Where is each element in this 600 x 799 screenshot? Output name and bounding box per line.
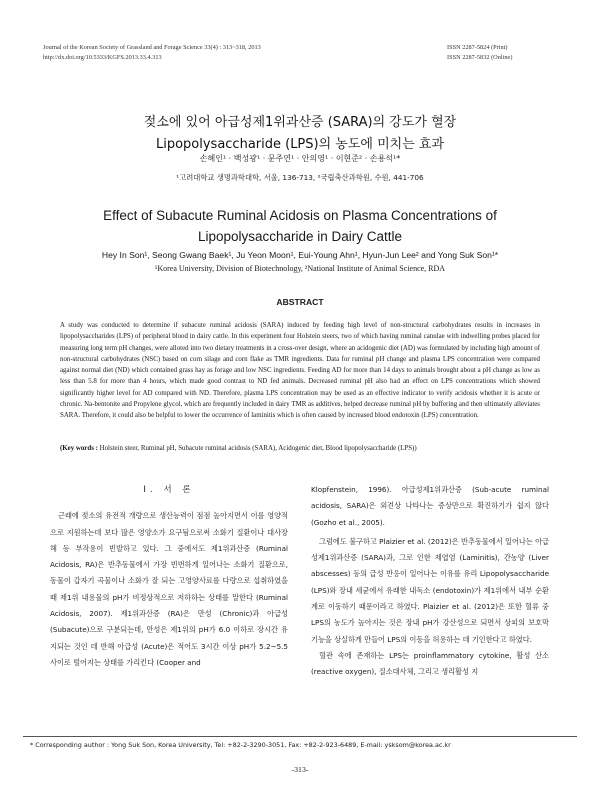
footnote-divider — [23, 736, 577, 737]
right-column — [311, 482, 549, 681]
keywords-label: (Key words : — [60, 445, 98, 452]
abstract-heading: ABSTRACT — [276, 297, 324, 307]
left-column — [50, 482, 288, 671]
english-authors: Hey In Son¹, Seong Gwang Baek¹, Ju Yeon Moon¹, Eui-Young Ahn¹, Hyun-Jun Lee² and Yong Suk Son¹* — [101, 250, 499, 260]
journal-header — [43, 43, 261, 63]
korean-affiliation: ¹고려대학교 생명과학대학, 서울, 136-713, ²국립축산과학원, 수원, 441-706 — [176, 173, 424, 182]
korean-title-line-1: 젖소에 있어 아급성제1위과산증 (SARA)의 강도가 혈장 — [143, 115, 457, 130]
doi-link[interactable]: http://dx.doi.org/10.5333/KGFS.2013.33.4.313 — [43, 54, 162, 61]
intro-paragraph-1-continued: Klopfenstein, 1996). 아급성제1위과산증 (Sub-acute ruminal acidosis, SARA)은 외견상 나타나는 증상만으로 확진하기가 쉽지 않다 (Gozho et al., 2005). — [311, 485, 549, 527]
section-title-introduction: Ⅰ. 서 론 — [143, 485, 195, 495]
issn-print: ISSN 2287-5824 (Print) — [447, 44, 508, 51]
english-title-line-2: Lipopolysaccharide in Dairy Cattle — [197, 229, 403, 244]
keywords — [60, 443, 540, 454]
corresponding-author-footnote: * Corresponding author : Yong Suk Son, Korea University, Tel: +82-2-3290-3051, Fax: +82-2-923-6489, E-mail: ysksom@korea.ac.kr — [30, 741, 451, 749]
intro-paragraph-3: 혈관 속에 존재하는 LPS는 proinflammatory cytokine, 활성 산소 (reactive oxygen), 질소대사체, 그리고 생리활성 지 — [311, 650, 549, 677]
journal-citation: Journal of the Korean Society of Grassland and Forage Science 33(4) : 313~318, 2013 — [43, 44, 261, 51]
abstract-text: A study was conducted to determine if subacute ruminal acidosis (SARA) induced by feeding high level of non-structural carbohydrates results in increases in lipopolysaccharides (LPS) of peripheral blood in dairy cattle. In this experiment four Holstein steers, two of which having ruminal canulae with indwelling probes placed for measuring long term pH changes, were alloted into two dietary treatments in a cross-over design, where an acidogenic diet (AD) was formulated by including high amount of non-structural carbohydrates (NSC) based on corn silage and corn flake as TMR ingredients. Data for ruminal pH change and plasma LPS concentration were compared against normal diet (ND) which contained grass hay as forage and low NSC ingredients. Feeding AD for more than 14 days to animals brought about a pH change as low as less than 5.8 for more than 4 hours, which made good contrast to ND fed animals. Decreased ruminal pH also had an effect on LPS concentrations which showed significantly higher level for AD compared with ND. Therefore, plasma LPS concentration may be used as an effective indicator to verify acidosis whether it is acute or chronic. Na-bentonite and Propylene glycol, which are frequently included in dairy TMR as additives, helped decrease ruminal pH by buffering and then ultimately alleviates SARA. Therefore, it could also be helpful to lower the occurrence of laminitis which is often caused by increased blood endotoxin (LPS) concentration. — [60, 322, 540, 420]
english-affiliation: ¹Korea University, Division of Biotechnology, ²National Institute of Animal Science, RDA — [154, 264, 446, 273]
korean-authors: 손혜인¹ · 백성광¹ · 문주연¹ · 안의영¹ · 이현준² · 손용석¹* — [199, 154, 401, 163]
issn-block — [447, 43, 512, 63]
english-title-line-1: Effect of Subacute Ruminal Acidosis on Plasma Concentrations of — [103, 208, 497, 223]
issn-online: ISSN 2287-5832 (Online) — [447, 54, 513, 61]
intro-paragraph-1: 근래에 젖소의 유전적 개량으로 생산능력이 점점 높아지면서 이를 영양적으로 지원하는데 보다 많은 영양소가 요구됨으로써 소화기 질환이나 대사장해 등 부작용이 빈발하고 있다. 그 중에서도 제1위과산증 (Ruminal Acidosis, RA)은 반추동물에서 가장 빈번하게 일어나는 소화기 질환으로, 동물이 갑자기 곡물이나 소화가 잘 되는 고영양사료를 다량으로 섭취하였을 때 제1위 내용물의 pH가 비정상적으로 저하하는 상태를 말한다 (Ruminal Acidosis, 2007). 제1위과산증 (RA)은 만성 (Chronic)과 아급성 (Subacute)으로 구분되는데, 만성은 제1위의 pH가 6.0 이하로 장시간 유지되는 것인 데 반해 아급성 (Acute)은 적어도 3시간 이상 pH가 5.2~5.5 사이로 떨어지는 상태를 가리킨다 (Cooper and — [50, 511, 288, 667]
korean-title — [43, 112, 557, 156]
keywords-text: Holstein steer, Ruminal pH, Subacute ruminal acidosis (SARA), Acidogenic diet, Blood lipopolysaccharide (LPS)) — [97, 445, 417, 452]
korean-title-line-2: Lipopolysaccharide (LPS)의 농도에 미치는 효과 — [155, 137, 445, 152]
page-number: -313- — [291, 765, 309, 774]
english-title — [43, 205, 557, 247]
intro-paragraph-2: 그럼에도 불구하고 Plaizier et al. (2012)은 반추동물에서 일어나는 아급성제1위과산증 (SARA)과, 그로 인한 제엽염 (Laminitis), 간농양 (Liver abscesses) 등의 급성 반응이 일어나는 이유를 유리 Lipopolysaccharide (LPS)와 장내 세균에서 유래한 내독소 (endotoxin)가 제1위에서 내부 순환계로 이동하기 때문이라고 하였다. Plaizier et al. (2012)은 또한 혈류 중 LPS의 농도가 높아지는 것은 장내 pH가 강산성으로 되면서 상피의 보호막 기능을 상실하게 만들어 LPS의 이동을 허용하는 데 기인한다고 하였다. — [311, 536, 549, 644]
